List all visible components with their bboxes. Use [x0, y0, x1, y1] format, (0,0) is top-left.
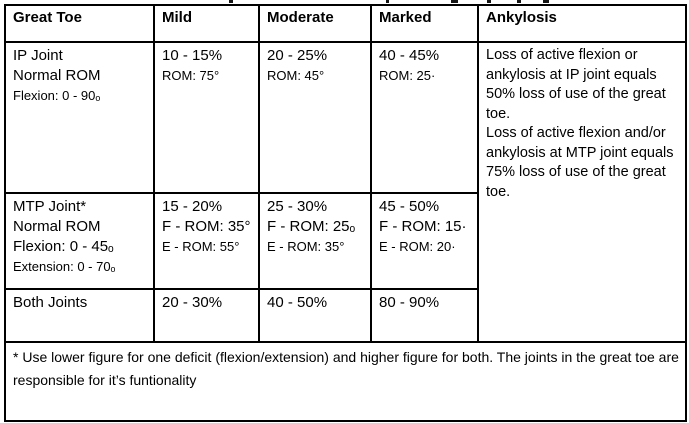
cell-ip-label: [5, 42, 154, 193]
cropped-text-mark: [386, 0, 389, 3]
table-row-ip-joint: [5, 42, 686, 193]
header-great-toe: Great Toe: [5, 5, 154, 42]
cropped-text-mark: [451, 0, 458, 3]
cell-both-label: [5, 289, 154, 342]
ankylosis-paragraph: Loss of active flexion and/or ankylosis at MTP joint equals 75% loss of use of the great toe.: [486, 125, 674, 200]
cell-text-line: IP Joint: [13, 47, 63, 64]
header-ankylosis: Ankylosis: [478, 5, 686, 42]
cell-text-line: Normal ROM: [13, 218, 101, 235]
cell-text-line: Both Joints: [13, 294, 88, 311]
cell-text-line: E - ROM: 35°: [267, 239, 345, 254]
cell-text-line: ROM: 45°: [267, 68, 325, 83]
cell-text-line: Normal ROM: [13, 67, 101, 84]
table-row-footnote: [5, 342, 686, 421]
cell-text-line: Extension: 0 - 70ₒ: [13, 259, 116, 274]
cell-mtp-moderate: [259, 193, 371, 289]
cell-mtp-marked: [371, 193, 478, 289]
cell-ankylosis-description: [478, 42, 686, 342]
cell-text-line: 40 - 45%: [379, 47, 440, 64]
cell-footnote: * Use lower figure for one deficit (flexion/extension) and higher figure for both. The joints in the great toe are responsible for it’s funtionality: [5, 342, 686, 421]
great-toe-impairment-table: [4, 4, 687, 422]
cell-text-line: 15 - 20%: [162, 198, 223, 215]
cropped-text-mark: [487, 0, 491, 3]
cell-text-line: 40 - 50%: [267, 294, 328, 311]
cell-text-line: 20 - 25%: [267, 47, 328, 64]
cell-ip-moderate: [259, 42, 371, 193]
header-mild: Mild: [154, 5, 259, 42]
cell-text-line: F - ROM: 25ₒ: [267, 218, 356, 235]
cell-text-line: E - ROM: 55°: [162, 239, 240, 254]
cell-text-line: F - ROM: 15·: [379, 218, 467, 235]
cell-text-line: E - ROM: 20·: [379, 239, 456, 254]
cropped-text-mark: [517, 0, 521, 3]
cell-ip-mild: [154, 42, 259, 193]
cell-text-line: 10 - 15%: [162, 47, 223, 64]
cell-ip-marked: [371, 42, 478, 193]
cell-both-mild: [154, 289, 259, 342]
cell-text-line: F - ROM: 35°: [162, 218, 251, 235]
cell-text-line: ROM: 75°: [162, 68, 220, 83]
cell-text-line: Flexion: 0 - 90ₒ: [13, 88, 101, 103]
cell-text-line: 25 - 30%: [267, 198, 328, 215]
cell-text-line: 20 - 30%: [162, 294, 223, 311]
cell-text-line: 45 - 50%: [379, 198, 440, 215]
cropped-text-mark: [229, 0, 233, 3]
cropped-text-mark: [543, 0, 549, 3]
cell-mtp-mild: [154, 193, 259, 289]
cell-text-line: Flexion: 0 - 45ₒ: [13, 238, 114, 255]
cell-text-line: 80 - 90%: [379, 294, 440, 311]
cell-both-moderate: [259, 289, 371, 342]
cell-text-line: MTP Joint*: [13, 198, 87, 215]
header-marked: Marked: [371, 5, 478, 42]
cell-mtp-label: [5, 193, 154, 289]
header-moderate: Moderate: [259, 5, 371, 42]
cell-text-line: ROM: 25·: [379, 68, 436, 83]
ankylosis-paragraph: Loss of active flexion or ankylosis at IP joint equals 50% loss of use of the great toe.: [486, 47, 666, 122]
cell-both-marked: [371, 289, 478, 342]
table-header-row: [5, 5, 686, 42]
